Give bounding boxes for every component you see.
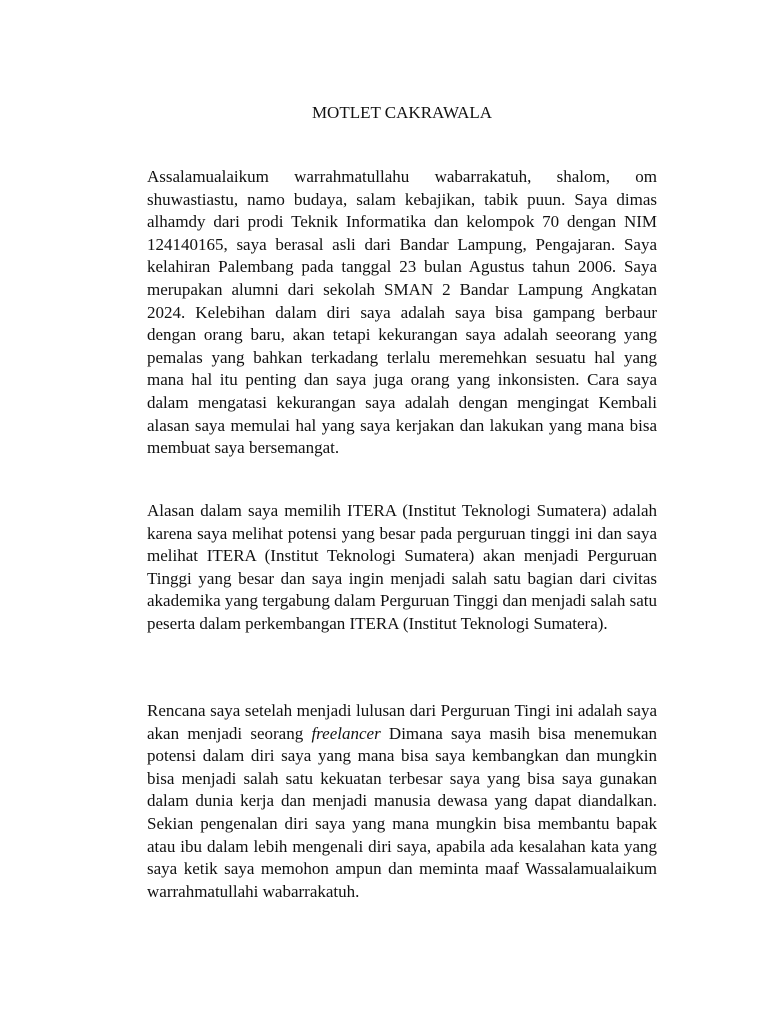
paragraph-introduction: Assalamualaikum warrahmatullahu wabarrakatuh, shalom, om shuwastiastu, namo budaya, salam kebajikan, tabik puun. Saya dimas alhamdy dari prodi Teknik Informatika dan kelompok 70 dengan NIM 124140165, saya berasal asli dari Bandar Lampung, Pengajaran. Saya kelahiran Palembang pada tanggal 23 bulan Agustus tahun 2006. Saya merupakan alumni dari sekolah SMAN 2 Bandar Lampung Angkatan 2024. Kelebihan dalam diri saya adalah saya bisa gampang berbaur dengan orang baru, akan tetapi kekurangan saya adalah seeorang yang pemalas yang bahkan terkadang terlalu meremehkan sesuatu hal yang mana hal itu penting dan saya juga orang yang inkonsisten. Cara saya dalam mengatasi kekurangan saya adalah dengan mengingat Kembali alasan saya memulai hal yang saya kerjakan dan lakukan yang mana bisa membuat saya bersemangat. [147,167,657,458]
freelancer-emphasis: freelancer [311,723,381,743]
paragraph-future-plan-text-start: Rencana saya setelah menjadi lulusan dari Perguruan Tingi ini adalah saya akan menjadi seorang [147,701,657,743]
paragraph-future-plan [147,700,657,903]
paragraph-reason-itera: Alasan dalam saya memilih ITERA (Institut Teknologi Sumatera) adalah karena saya melihat potensi yang besar pada perguruan tinggi ini dan saya melihat ITERA (Institut Teknologi Sumatera) akan menjadi Perguruan Tinggi yang besar dan saya ingin menjadi salah satu bagian dari civitas akademika yang tergabung dalam Perguruan Tinggi dan menjadi salah satu peserta dalam perkembangan ITERA (Institut Teknologi Sumatera). [147,501,657,633]
paragraph-future-plan-text-end: Dimana saya masih bisa menemukan potensi dalam diri saya yang mana bisa saya kembangkan dan mungkin bisa menjadi salah satu kekuatan terbesar saya yang bisa saya gunakan dalam dunia kerja dan menjadi manusia dewasa yang dapat diandalkan. Sekian pengenalan diri saya yang mana mungkin bisa membantu bapak atau ibu dalam lebih mengenali diri saya, apabila ada kesalahan kata yang saya ketik saya memohon ampun dan meminta maaf Wassalamualaikum warrahmatullahi wabarrakatuh. [147,723,657,901]
document-title: MOTLET CAKRAWALA [311,103,493,122]
